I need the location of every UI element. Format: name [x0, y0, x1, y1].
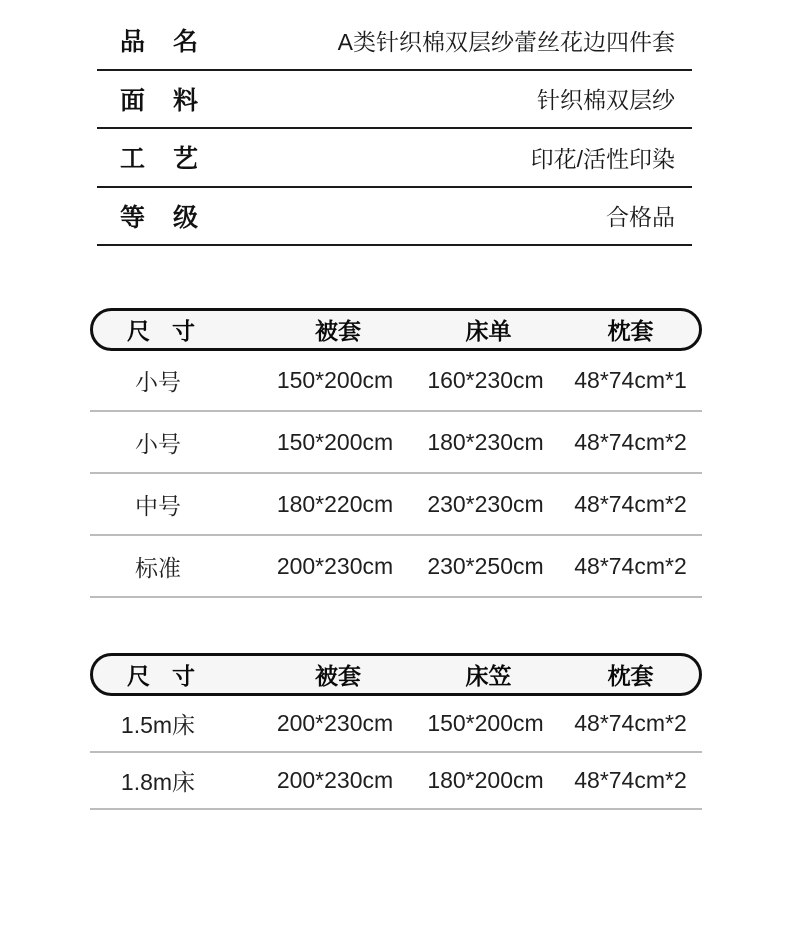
size-value-cell: 160*230cm: [427, 367, 544, 393]
size-value-cell: 180*220cm: [276, 490, 394, 517]
table-header-cell: 床单: [465, 318, 512, 344]
table-header-cell: 被套: [315, 663, 361, 689]
size-name-cell: 标准: [135, 554, 181, 581]
table-row: [90, 696, 702, 753]
size-name-cell: 1.8m床: [120, 769, 196, 795]
size-value-cell: 48*74cm*2: [574, 490, 687, 517]
size-value-cell: 150*200cm: [276, 367, 394, 393]
size-name-cell: 1.5m床: [120, 712, 196, 738]
product-attributes: [97, 12, 692, 246]
table-header-cell-label: 尺 寸: [127, 318, 195, 344]
table-row: [90, 474, 702, 536]
attribute-label: 工 艺: [120, 145, 198, 174]
attribute-value: 针织棉双层纱: [537, 87, 675, 114]
size-name-cell: 小号: [135, 430, 181, 457]
size-name-cell: 小号: [135, 369, 181, 395]
table-header-cell: [93, 658, 249, 691]
attribute-value: 合格品: [606, 204, 675, 231]
size-table-1-header: [90, 308, 702, 351]
attribute-row: [97, 71, 692, 130]
size-value-cell: 180*230cm: [427, 428, 544, 455]
size-value-cell: 180*200cm: [427, 767, 544, 793]
table-header-cell: 床笠: [465, 663, 512, 689]
size-value-cell: 48*74cm*2: [574, 710, 687, 736]
table-header-cell: 枕套: [607, 318, 654, 344]
size-table-2-header: [90, 653, 702, 696]
attribute-value: 印花/活性印染: [530, 145, 675, 172]
attribute-label: 面 料: [120, 86, 198, 115]
table-row: [90, 351, 702, 412]
size-value-cell: 48*74cm*2: [574, 552, 687, 579]
size-value-cell: 48*74cm*2: [574, 428, 687, 455]
table-row: [90, 753, 702, 810]
size-table-1-rows: [90, 351, 702, 598]
size-value-cell: 48*74cm*2: [574, 767, 687, 793]
size-value-cell: 230*250cm: [427, 552, 544, 579]
attribute-label: 品 名: [120, 28, 198, 57]
attribute-row: [97, 12, 692, 71]
attribute-row: [97, 129, 692, 188]
size-value-cell: 200*230cm: [276, 767, 394, 793]
size-value-cell: 200*230cm: [276, 552, 394, 579]
size-value-cell: 150*200cm: [276, 428, 394, 455]
size-value-cell: 200*230cm: [276, 710, 394, 736]
attribute-row: [97, 188, 692, 247]
table-header-cell-label: 尺 寸: [127, 663, 195, 689]
size-table-2-rows: [90, 696, 702, 810]
size-value-cell: 48*74cm*1: [574, 367, 687, 393]
size-value-cell: 230*230cm: [427, 490, 544, 517]
attribute-value: A类针织棉双层纱蕾丝花边四件套: [337, 28, 675, 55]
attribute-label: 等 级: [120, 203, 198, 232]
size-table-sheet-set: [90, 308, 702, 598]
table-header-cell: [93, 313, 249, 346]
size-table-fitted-sheet: [90, 653, 702, 810]
table-header-cell: 枕套: [607, 663, 654, 689]
size-name-cell: 中号: [135, 492, 181, 519]
table-row: [90, 412, 702, 474]
size-value-cell: 150*200cm: [427, 710, 544, 736]
table-row: [90, 536, 702, 598]
table-header-cell: 被套: [315, 318, 361, 344]
